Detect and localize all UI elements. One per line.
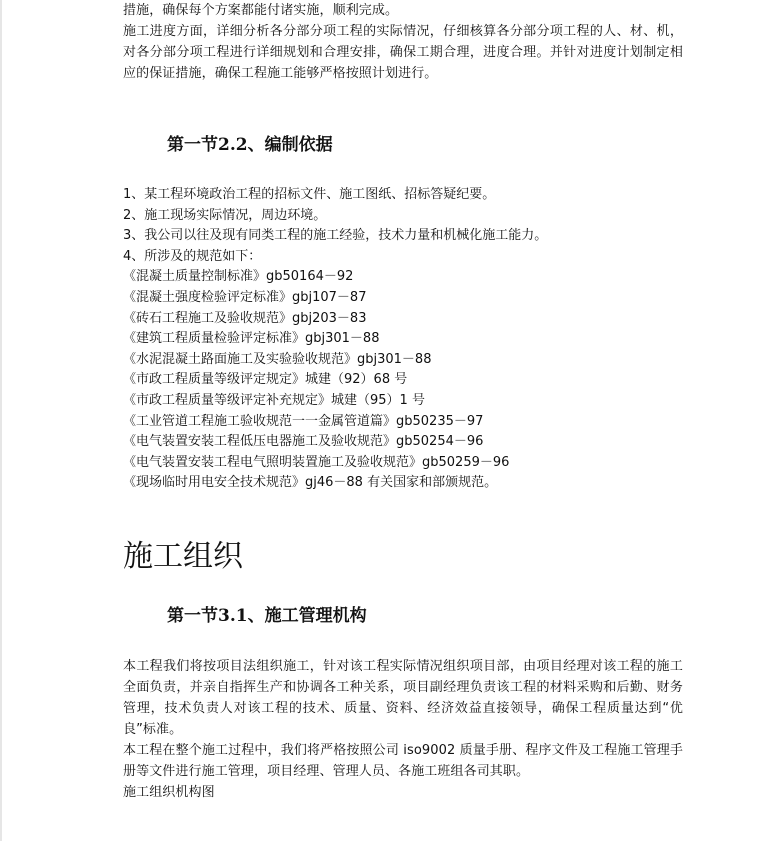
management-paragraph-2: 本工程在整个施工过程中，我们将严格按照公司 iso9002 质量手册、程序文件及工程施工管理手册等文件进行施工管理，项目经理、管理人员、各施工班组各司其职。 xyxy=(123,743,683,779)
intro-line-top: 措施，确保每个方案都能付诸实施，顺利完成。 xyxy=(123,3,399,18)
list-item: 《工业管道工程施工验收规范一一金属管道篇》gb50235－97 xyxy=(123,413,484,429)
org-chart-caption: 施工组织机构图 xyxy=(123,785,215,800)
schedule-paragraph: 施工进度方面，详细分析各分部分项工程的实际情况，仔细核算各分部分项工程的人、材、机，对各分部分项工程进行详细规划和合理安排，确保工期合理，进度合理。并针对进度计划制定相应的保证措施，确保工程施工能够严格按照计划进行。 xyxy=(123,24,683,81)
section-2-2-heading: 第一节2.2、编制依据 xyxy=(167,135,333,155)
list-item: 《水泥混凝土路面施工及实验验收规范》gbj301－88 xyxy=(123,351,432,367)
list-item: 《建筑工程质量检验评定标准》gbj301－88 xyxy=(123,331,380,347)
list-item: 3、我公司以往及现有同类工程的施工经验，技术力量和机械化施工能力。 xyxy=(123,228,548,244)
list-item: 《混凝土质量控制标准》gb50164－92 xyxy=(123,269,354,285)
list-item: 《电气装置安装工程电气照明装置施工及验收规范》gb50259－96 xyxy=(123,454,510,470)
section-3-1-heading: 第一节3.1、施工管理机构 xyxy=(167,606,367,626)
list-item: 《现场临时用电安全技术规范》gj46－88 有关国家和部颁规范。 xyxy=(123,475,498,491)
basis-list xyxy=(123,185,683,494)
list-item: 《市政工程质量等级评定规定》城建（92）68 号 xyxy=(123,372,408,388)
chapter-3-heading: 施工组织 xyxy=(123,539,243,574)
list-item: 《混凝土强度检验评定标准》gbj107－87 xyxy=(123,289,367,305)
list-item: 2、施工现场实际情况，周边环境。 xyxy=(123,207,327,223)
page-left-edge xyxy=(0,0,2,841)
list-item: 《市政工程质量等级评定补充规定》城建（95）1 号 xyxy=(123,392,425,408)
list-item: 1、某工程环境政治工程的招标文件、施工图纸、招标答疑纪要。 xyxy=(123,187,496,202)
list-item: 《电气装置安装工程低压电器施工及验收规范》gb50254－96 xyxy=(123,434,484,450)
management-paragraph-1: 本工程我们将按项目法组织施工，针对该工程实际情况组织项目部，由项目经理对该工程的施工全面负责，并亲自指挥生产和协调各工种关系，项目副经理负责该工程的材料采购和后勤、财务管理，技术负责人对该工程的技术、质量、资料、经济效益直接领导，确保工程质量达到“优良”标准。 xyxy=(123,659,683,737)
list-item: 《砖石工程施工及验收规范》gbj203－83 xyxy=(123,310,367,326)
list-item: 4、所涉及的规范如下： xyxy=(123,248,262,264)
